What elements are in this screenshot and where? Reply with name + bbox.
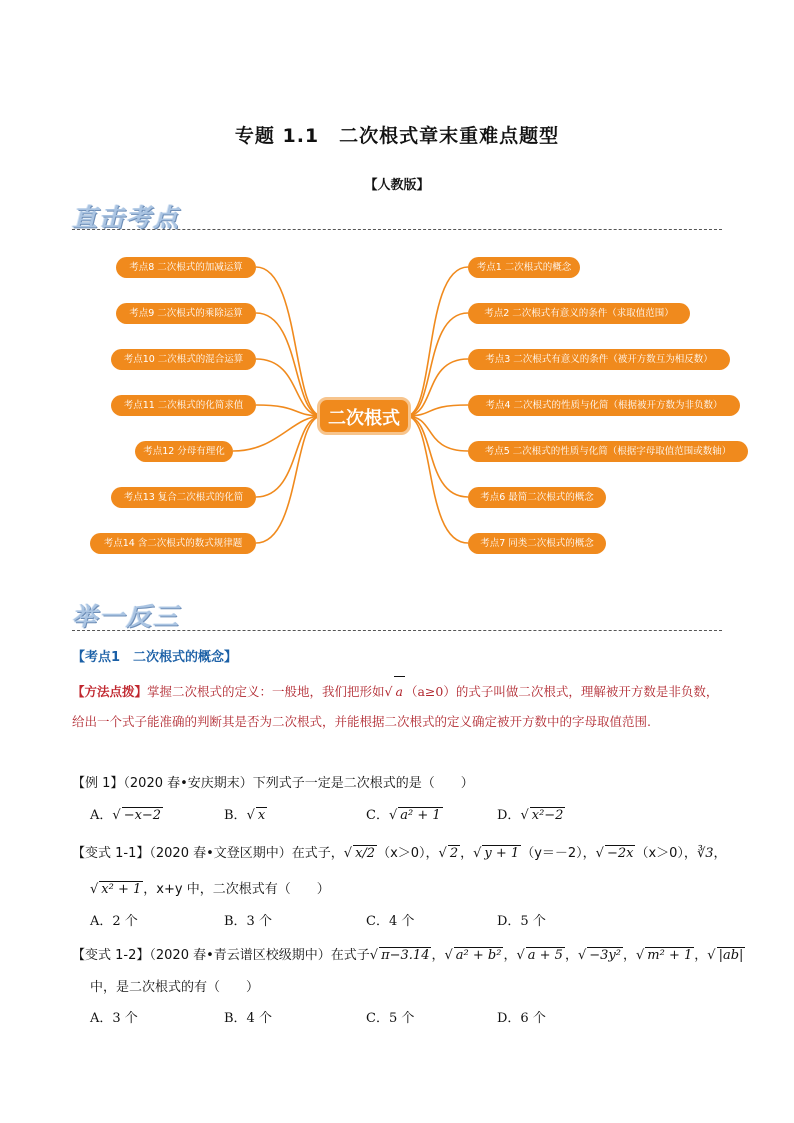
- connector-left: [233, 416, 322, 451]
- method-text-a: 掌握二次根式的定义：一般地，我们把形如: [147, 684, 385, 699]
- variant-1-2-stem-line2: 中，是二次根式的有（ ）: [90, 980, 260, 995]
- edition-label: 【人教版】: [364, 178, 430, 193]
- section-banner-key-points: 直击考点: [72, 203, 181, 232]
- option-a[interactable]: A．2 个: [90, 914, 138, 929]
- connector-right: [406, 267, 468, 416]
- connector-right: [406, 416, 468, 497]
- option-b[interactable]: B．√ x: [224, 808, 266, 823]
- mind-map-node-left: 考点11 二次根式的化简求值: [111, 395, 256, 416]
- option-c[interactable]: C．√ a² + 1: [366, 808, 441, 823]
- method-text-b: （a≥0）的式子叫做二次根式，理解被开方数是非负数，给出一个式子能准确的判断其是否为二次根式，并能根据二次根式的定义确定被开方数中的字母取值范围.: [72, 684, 719, 729]
- mind-map-center: 二次根式: [317, 397, 411, 435]
- method-tip: [72, 676, 724, 737]
- section-divider: [72, 229, 722, 230]
- method-label: 【方法点拨】: [72, 684, 148, 699]
- mind-map-node-left: 考点12 分母有理化: [135, 441, 233, 462]
- mind-map-node-right: 考点2 二次根式有意义的条件（求取值范围）: [468, 303, 690, 324]
- option-c[interactable]: C．4 个: [366, 914, 415, 929]
- example-text: 下列式子一定是二次根式的是（ ）: [252, 776, 474, 791]
- key-point-heading: 【考点1 二次根式的概念】: [72, 650, 238, 665]
- mind-map-node-left: 考点9 二次根式的乘除运算: [116, 303, 256, 324]
- section-divider: [72, 630, 722, 631]
- option-c[interactable]: C．5 个: [366, 1011, 415, 1026]
- mind-map-node-right: 考点1 二次根式的概念: [468, 257, 580, 278]
- option-d[interactable]: D．6 个: [497, 1011, 546, 1026]
- connector-left: [256, 313, 322, 416]
- option-b[interactable]: B．3 个: [224, 914, 272, 929]
- mind-map-node-right: 考点6 最简二次根式的概念: [468, 487, 606, 508]
- connector-left: [256, 359, 322, 416]
- option-a[interactable]: A．√ −x−2: [90, 808, 162, 823]
- sqrt-icon: √: [384, 684, 393, 699]
- connector-right: [406, 313, 468, 416]
- option-a[interactable]: A．3 个: [90, 1011, 138, 1026]
- connector-right: [406, 416, 468, 543]
- connector-left: [256, 416, 322, 543]
- mind-map-node-left: 考点13 复合二次根式的化简: [111, 487, 256, 508]
- mind-map: [0, 245, 794, 585]
- connector-left: [256, 416, 322, 497]
- connector-right: [406, 359, 468, 416]
- variant-1-1-stem: 【变式 1-1】（2020 春•文登区期中）在式子，√ x/2 （x＞0），√ 2 ，√ y + 1 （y＝－2），√ −2x （x＞0），∛3，: [72, 846, 727, 861]
- example-label: 【例 1】: [72, 776, 124, 791]
- mind-map-node-right: 考点3 二次根式有意义的条件（被开方数互为相反数）: [468, 349, 730, 370]
- mind-map-node-right: 考点4 二次根式的性质与化简（根据被开方数为非负数）: [468, 395, 740, 416]
- variant-1-1-stem-line2: √ x² + 1 ，x+y 中，二次根式有（ ）: [90, 882, 330, 897]
- option-b[interactable]: B．4 个: [224, 1011, 272, 1026]
- example-1-stem: [72, 772, 474, 791]
- mind-map-node-left: 考点14 含二次根式的数式规律题: [90, 533, 256, 554]
- page-title: 专题 1.1 二次根式章末重难点题型: [234, 125, 560, 147]
- mind-map-node-right: 考点7 同类二次根式的概念: [468, 533, 606, 554]
- variant-1-2-stem: 【变式 1-2】（2020 春•青云谱区校级期中）在式子√ π−3.14 ，√ a² + b² ，√ a + 5 ，√ −3y² ，√ m² + 1 ，√ |ab|: [72, 948, 744, 963]
- option-d[interactable]: D．√ x²−2: [497, 808, 564, 823]
- mind-map-node-left: 考点10 二次根式的混合运算: [111, 349, 256, 370]
- section-banner-practice: 举一反三: [72, 602, 181, 631]
- connector-left: [256, 267, 322, 416]
- mind-map-node-right: 考点5 二次根式的性质与化简（根据字母取值范围或数轴）: [468, 441, 748, 462]
- radicand: a: [394, 676, 405, 707]
- example-source: （2020 春•安庆期末）: [123, 776, 253, 791]
- mind-map-node-left: 考点8 二次根式的加减运算: [116, 257, 256, 278]
- option-d[interactable]: D．5 个: [497, 914, 546, 929]
